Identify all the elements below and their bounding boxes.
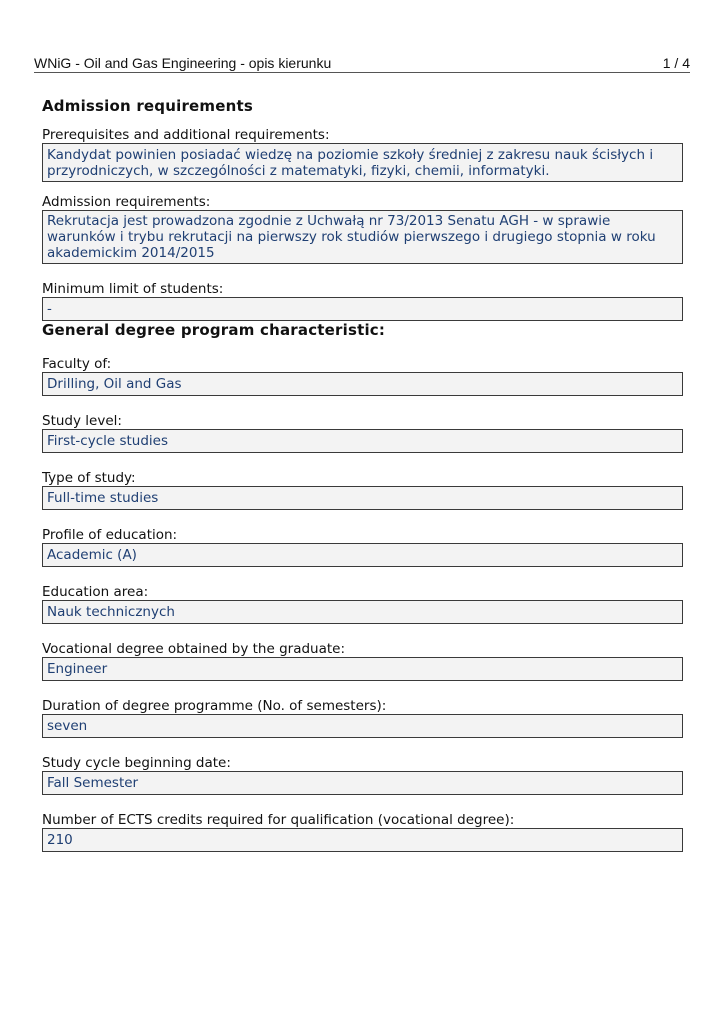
field-label: Profile of education: [42, 527, 178, 543]
field-value: seven [42, 714, 683, 738]
field-label: Duration of degree programme (No. of semesters): [42, 698, 387, 714]
admission-heading: Admission requirements [42, 97, 254, 115]
field-value: 210 [42, 828, 683, 852]
field-value: Academic (A) [42, 543, 683, 567]
page-header [34, 54, 690, 73]
field-value: Fall Semester [42, 771, 683, 795]
admission-requirements-value: Rekrutacja jest prowadzona zgodnie z Uchwałą nr 73/2013 Senatu AGH - w sprawie warunków i trybu rekrutacji na pierwszy rok studiów pierwszego i drugiego stopnia w roku akademickim 2014/2015 [42, 210, 683, 264]
field-value: First-cycle studies [42, 429, 683, 453]
field-label: Type of study: [42, 470, 136, 486]
field-label: Education area: [42, 584, 149, 600]
minimum-students-label: Minimum limit of students: [42, 281, 224, 297]
field-label: Faculty of: [42, 356, 112, 372]
field-label: Study cycle beginning date: [42, 755, 231, 771]
document-title: WNiG - Oil and Gas Engineering - opis kierunku [34, 55, 332, 71]
field-label: Study level: [42, 413, 122, 429]
field-value: Engineer [42, 657, 683, 681]
minimum-students-value: - [42, 297, 683, 321]
general-characteristic-heading: General degree program characteristic: [42, 321, 386, 339]
field-value: Nauk technicznych [42, 600, 683, 624]
field-label: Number of ECTS credits required for qualification (vocational degree): [42, 812, 515, 828]
prerequisites-label: Prerequisites and additional requirements: [42, 127, 330, 143]
prerequisites-value: Kandydat powinien posiadać wiedzę na poziomie szkoły średniej z zakresu nauk ścisłych i przyrodniczych, w szczególności z matematyki, fizyki, chemii, informatyki. [42, 143, 683, 182]
admission-requirements-label: Admission requirements: [42, 194, 211, 210]
page-number: 1 / 4 [662, 55, 690, 71]
field-label: Vocational degree obtained by the graduate: [42, 641, 346, 657]
field-value: Drilling, Oil and Gas [42, 372, 683, 396]
field-value: Full-time studies [42, 486, 683, 510]
